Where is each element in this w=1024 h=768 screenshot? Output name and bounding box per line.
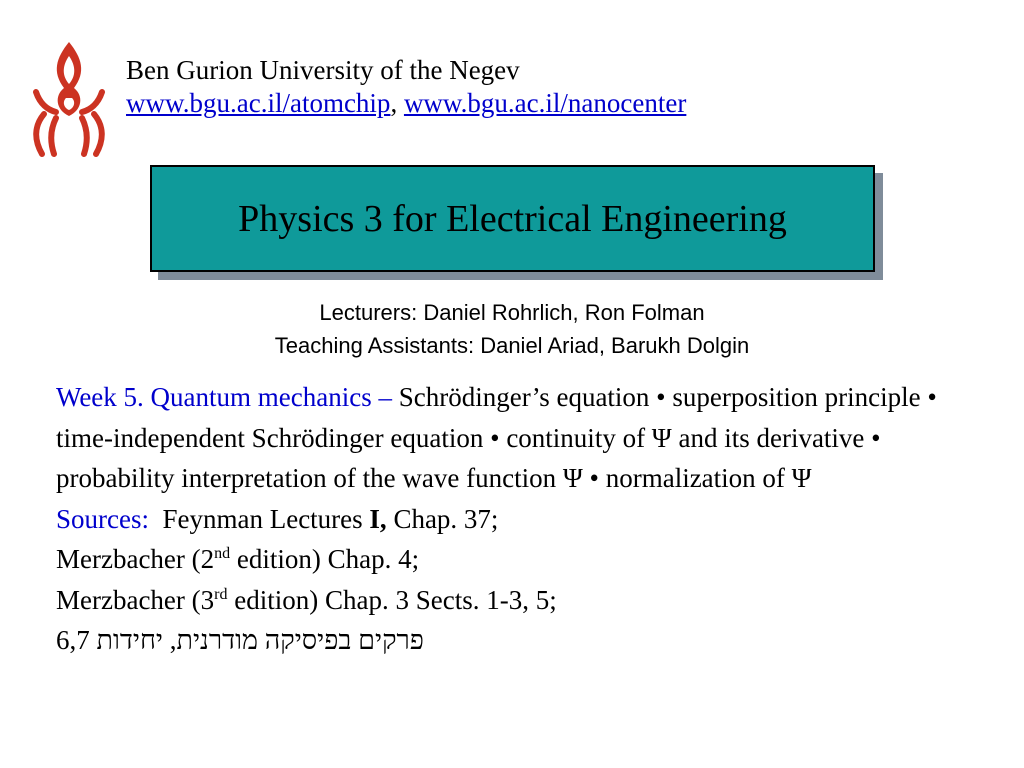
merz2-pre: Merzbacher (2 [56, 544, 215, 574]
links-line [126, 87, 686, 120]
merzbacher-3rd [56, 580, 976, 621]
feynman-volume: I, [369, 503, 387, 534]
bgu-logo-icon [26, 36, 112, 160]
hebrew-source [56, 620, 976, 661]
hebrew-units: 6,7 [56, 625, 90, 655]
week-content [56, 377, 976, 661]
atomchip-link[interactable]: www.bgu.ac.il/atomchip [126, 88, 391, 118]
lecturers-line: Lecturers: Daniel Rohrlich, Ron Folman [319, 300, 705, 325]
merz3-sup: rd [214, 585, 228, 603]
sources-line [56, 499, 976, 540]
nanocenter-link[interactable]: www.bgu.ac.il/nanocenter [403, 88, 687, 118]
topics-text: Schrödinger’s equation • superposition principle • time-independent Schrödinger equation • continuity of Ψ and its derivative • probability interpretation of the wave function Ψ • normalization of Ψ [56, 382, 937, 493]
merz2-sup: nd [214, 545, 231, 562]
page-title: Physics 3 for Electrical Engineering [150, 165, 875, 272]
assistants-line: Teaching Assistants: Daniel Ariad, Barukh Dolgin [274, 333, 750, 358]
hebrew-text: פרקים בפיסיקה מודרנית, יחידות [96, 625, 424, 655]
feynman-chapter: Chap. 37; [393, 503, 499, 534]
link-separator: , [390, 88, 398, 118]
course-staff [0, 296, 1024, 362]
merz3-post: edition) Chap. 3 Sects. 1-3, 5; [234, 584, 557, 615]
week-heading: Week 5. Quantum mechanics – [56, 382, 392, 412]
merz3-pre: Merzbacher (3 [56, 584, 215, 615]
title-banner [150, 165, 875, 272]
merz2-post: edition) Chap. 4; [236, 544, 420, 574]
university-name: Ben Gurion University of the Negev [126, 55, 520, 85]
feynman-pre: Feynman Lectures [162, 503, 363, 534]
merzbacher-2nd [56, 539, 976, 580]
sources-label: Sources: [56, 503, 149, 534]
week-topics [56, 377, 976, 499]
header [126, 54, 686, 120]
